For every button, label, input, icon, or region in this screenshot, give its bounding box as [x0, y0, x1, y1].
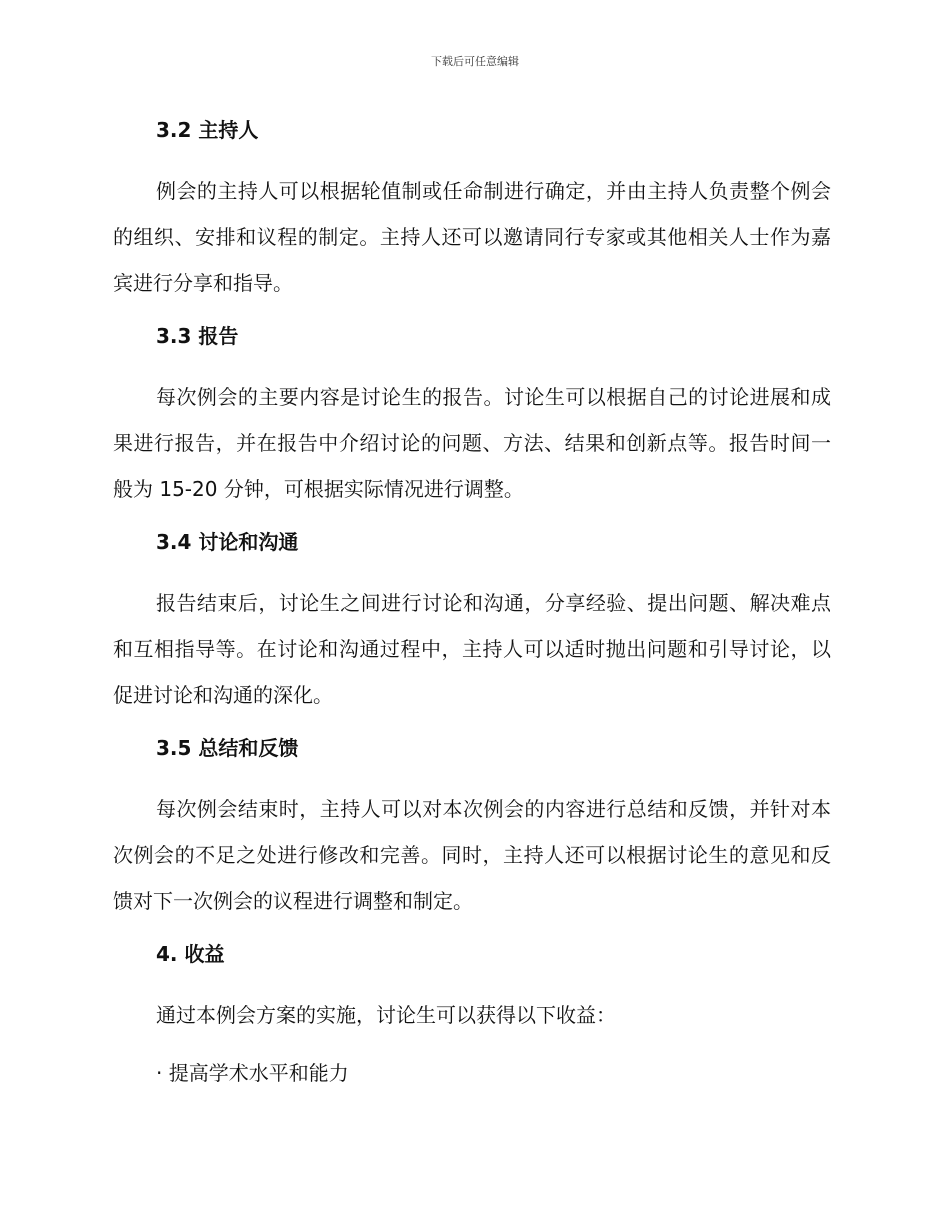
section-paragraph-3-3: 每次例会的主要内容是讨论生的报告。讨论生可以根据自己的讨论进展和成果进行报告，并在报告中介绍讨论的问题、方法、结果和创新点等。报告时间一般为 15-20 分钟，可根据实际情况进行调整。	[113, 385, 831, 501]
page-header: 下载后可任意编辑	[431, 55, 519, 68]
section-heading-4: 4. 收益	[156, 942, 225, 966]
section-heading-3-5: 3.5 总结和反馈	[156, 736, 299, 760]
section-paragraph-3-2: 例会的主持人可以根据轮值制或任命制进行确定，并由主持人负责整个例会的组织、安排和议程的制定。主持人还可以邀请同行专家或其他相关人士作为嘉宾进行分享和指导。	[113, 179, 831, 295]
section-heading-3-4: 3.4 讨论和沟通	[156, 530, 299, 554]
section-heading-3-2: 3.2 主持人	[156, 118, 259, 142]
document-body	[113, 112, 831, 1096]
section-paragraph-3-4: 报告结束后，讨论生之间进行讨论和沟通，分享经验、提出问题、解决难点和互相指导等。在讨论和沟通过程中，主持人可以适时抛出问题和引导讨论，以促进讨论和沟通的深化。	[113, 591, 831, 707]
section-heading-3-3: 3.3 报告	[156, 324, 239, 348]
section-paragraph-4: 通过本例会方案的实施，讨论生可以获得以下收益：	[156, 1003, 616, 1027]
section-paragraph-3-5: 每次例会结束时，主持人可以对本次例会的内容进行总结和反馈，并针对本次例会的不足之处进行修改和完善。同时，主持人还可以根据讨论生的意见和反馈对下一次例会的议程进行调整和制定。	[113, 797, 831, 913]
list-item-benefit: · 提高学术水平和能力	[156, 1061, 349, 1085]
